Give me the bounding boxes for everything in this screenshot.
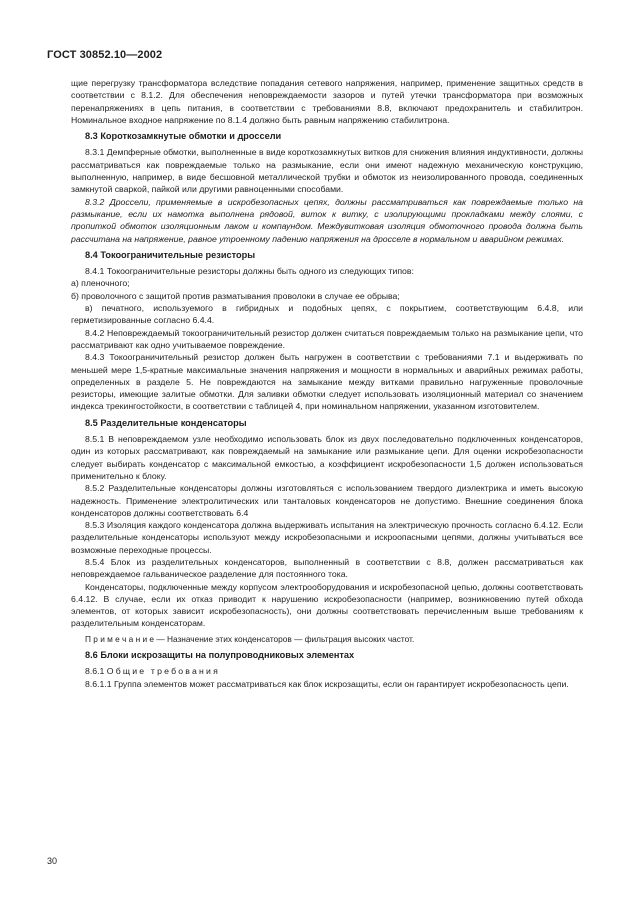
list-item-c: в) печатного, используемого в гибридных и подобных цепях, с покрытием, соответствующим 6.4.8, или герметизированные согласно 6.4.4. bbox=[71, 303, 583, 326]
section-heading-8-5: 8.5 Разделительные конденсаторы bbox=[85, 417, 247, 428]
paragraph-capacitors: Конденсаторы, подключенные между корпусом электрооборудования и искробезопасной цепью, должны соответствовать 6.4.12. В случае, если их отказ приводит к нарушению искробезопасности (например, возникновению путей обхода элементов, от которых зависит искробезопасность), они должны соответствовать перечисленным выше требованиям к разделительным конденсаторам. bbox=[71, 581, 583, 629]
paragraph-8-3-2: 8.3.2 Дроссели, применяемые в искробезопасных цепях, должны рассматриваться как повреждаемые только на размыкание, если их намотка выполнена рядовой, виток к витку, с изолирующими прокладками между слоями, с пропиткой обмоток изоляционным лаком и компаундом. Междувитковая изоляция обмоточного провода должна быть рассчитана на напряжение, равное утроенному падению напряжения на дросселе в нормальном и аварийном режимах. bbox=[71, 196, 583, 244]
section-heading-8-6: 8.6 Блоки искрозащиты на полупроводниковых элементах bbox=[85, 650, 355, 661]
subsection-number: 8.6.1 bbox=[85, 666, 107, 677]
list-item-a: а) пленочного; bbox=[71, 278, 130, 289]
note-label: П р и м е ч а н и е bbox=[85, 633, 155, 644]
note bbox=[71, 633, 583, 645]
paragraph-8-5-4: 8.5.4 Блок из разделительных конденсаторов, выполненный в соответствии с 8.8, должен рассматриваться как неповреждаемое гальваническое разделение для постоянного тока. bbox=[71, 556, 583, 580]
paragraph-8-4-2: 8.4.2 Неповреждаемый токоограничительный резистор должен считаться повреждаемым только на размыкание цепи, что рассматривают как одно учитываемое повреждение. bbox=[71, 327, 583, 350]
paragraph-8-5-3: 8.5.3 Изоляция каждого конденсатора должна выдерживать испытания на электрическую прочность согласно 6.4.12. Если разделительные конденсаторы используют между искробезопасными и искроопасными цепями, должны учитываться все возможные переходные процессы. bbox=[71, 520, 583, 555]
subsection-title: Общие требования bbox=[106, 666, 220, 677]
paragraph-8-5-1: 8.5.1 В неповреждаемом узле необходимо использовать блок из двух последовательно подключенных конденсаторов, один из которых рассматривают, как повреждаемый на замыкание или размыкание цепи. Для оценки искробезопасности следует выбирать конденсатор с максимальной емкостью, а коэффициент искробезопасности 1,5 должен использоваться применительно к блоку. bbox=[71, 434, 583, 481]
paragraph-8-3-1: 8.3.1 Демпферные обмотки, выполненные в виде короткозамкнутых витков для снижения влияния индуктивности, должны рассматриваться как повреждаемые только на размыкание, если они имеют надежную механическую конструкцию, выполненную, например, в виде бесшовной металлической трубки и обмоток из неизолированного провода, соединенных замкнутой сваркой, пайкой или другими равноценными способами. bbox=[71, 147, 583, 195]
page-number: 30 bbox=[47, 856, 58, 866]
page-header: ГОСТ 30852.10—2002 bbox=[47, 49, 163, 61]
document-body bbox=[71, 77, 583, 690]
list-item-b: б) проволочного с защитой против разматывания проволоки в случае ее обрыва; bbox=[71, 290, 400, 301]
paragraph-8-4-3: 8.4.3 Токоограничительный резистор должен быть нагружен в соответствии с требованиями 7.1 и выдерживать по меньшей мере 1,5-кратные максимальные значения напряжения и мощности в нормальных и аварийных режимах работы, определенных в разделе 5. Не повреждаются на замыкание между витками правильно нагруженные проволочные резисторы, имеющие залитые обмотки. Для заливки обмотки следует использовать изоляционный материал со значением индекса трекингостойкости, в соответствии с таблицей 4, при номинальном напряжении, указанном изготовителем. bbox=[71, 352, 583, 412]
paragraph: щие перегрузку трансформатора вследствие попадания сетевого напряжения, например, применение защитных средств в соответствии с 8.1.2. Для обеспечения неповреждаемости зазоров и путей утечки трансформатора при возможных перенапряжениях в цепь питания, в соответствии с требованиями 8.8, включают предохранитель и стабилитрон. Номинальное входное напряжение по 8.1.4 должно быть равным напряжению стабилитрона. bbox=[71, 78, 583, 125]
section-heading-8-3: 8.3 Короткозамкнутые обмотки и дроссели bbox=[85, 131, 282, 142]
note-text: — Назначение этих конденсаторов — фильтрация высоких частот. bbox=[154, 633, 415, 644]
section-heading-8-4: 8.4 Токоограничительные резисторы bbox=[85, 249, 256, 260]
paragraph-8-5-2: 8.5.2 Разделительные конденсаторы должны изготовляться с использованием твердого диэлектрика и иметь высокую надежность. Применение электролитических или танталовых конденсаторов не допустимо. Внешние соединения блока конденсаторов должны соответствовать 6.4 bbox=[71, 483, 583, 518]
paragraph-8-6-1-1: 8.6.1.1 Группа элементов может рассматриваться как блок искрозащиты, если он гарантирует искробезопасность цепи. bbox=[85, 678, 569, 689]
subsection-heading-8-6-1 bbox=[71, 665, 583, 677]
paragraph-8-4-1: 8.4.1 Токоограничительные резисторы должны быть одного из следующих типов: bbox=[85, 266, 414, 277]
